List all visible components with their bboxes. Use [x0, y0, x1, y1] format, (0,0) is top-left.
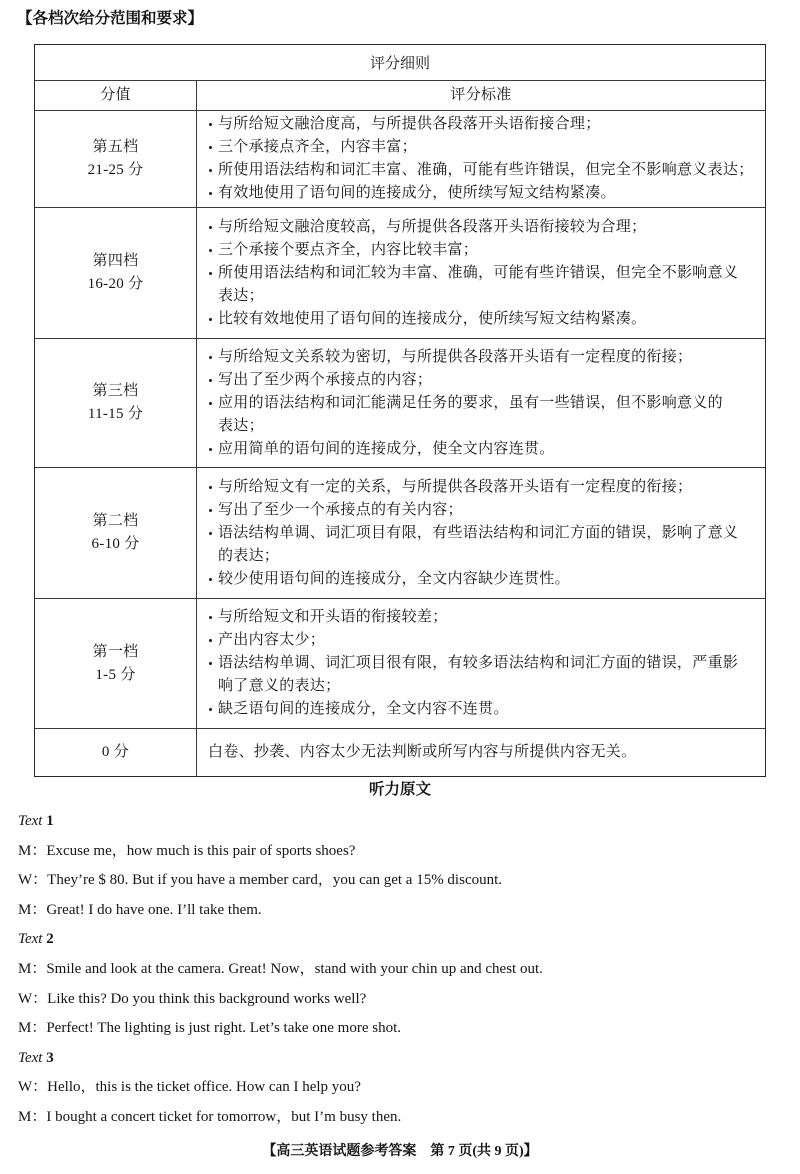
score-band-row [35, 728, 765, 776]
bullet-dot [208, 629, 218, 652]
bullet-dot [208, 476, 218, 499]
criterion-text: 与所给短文和开头语的衔接较差； [218, 609, 448, 625]
dialogue-line: M：Great! I do have one. I’ll take them. [18, 901, 262, 918]
score-band-cell [35, 111, 197, 207]
criteria-cell [197, 729, 765, 776]
listening-heading: 听力原文 [368, 781, 431, 798]
criterion-item [208, 606, 765, 629]
text-label-word: Text [18, 931, 43, 948]
criterion-item [208, 698, 765, 721]
criterion-item [208, 392, 765, 438]
criterion-item [208, 239, 765, 262]
criterion-item [208, 182, 765, 205]
criterion-item [208, 159, 765, 182]
criterion-text: 语法结构单调、词汇项目很有限，有较多语法结构和词汇方面的错误，严重影 响了意义的表达； [218, 655, 739, 694]
criterion-item [208, 438, 765, 461]
text-label-number: 3 [46, 1049, 54, 1066]
criterion-text: 与所给短文有一定的关系，与所提供各段落开头语有一定程度的衔接； [218, 478, 693, 495]
text-label-word: Text [18, 1049, 43, 1066]
bullet-dot [208, 369, 218, 392]
band-points: 1-5 分 [95, 666, 136, 683]
criterion-text: 缺乏语句间的连接成分，全文内容不连贯。 [218, 701, 509, 717]
band-name: 第三档 [92, 383, 139, 399]
text-label [18, 1044, 778, 1074]
criteria-cell [197, 208, 765, 338]
score-band-cell [35, 599, 197, 728]
criterion-item [208, 522, 765, 568]
band-points: 16-20 分 [87, 276, 144, 292]
score-band-cell [35, 339, 197, 467]
page-footer: 【高三英语试题参考答案 第 7 页(共 9 页)】 [262, 1144, 538, 1159]
table-title-row [35, 45, 765, 80]
table-header-row [35, 80, 765, 110]
criterion-text: 产出内容太少； [218, 632, 326, 648]
criterion-text: 语法结构单调、词汇项目有限，有些语法结构和词汇方面的错误，影响了意义 的表达； [218, 524, 739, 564]
score-band-row [35, 467, 765, 598]
bullet-dot [208, 216, 218, 239]
criterion-item [208, 308, 765, 331]
bullet-dot [208, 136, 218, 159]
band-points: 11-15 分 [87, 406, 144, 422]
criterion-text: 较少使用语句间的连接成分，全文内容缺少连贯性。 [218, 570, 570, 587]
bullet-dot [208, 652, 218, 675]
bullet-dot [208, 568, 218, 591]
criterion-text: 所使用语法结构和词汇较为丰富、准确，可能有些许错误，但完全不影响意义 表达； [218, 264, 739, 304]
criterion-text: 与所给短文关系较为密切，与所提供各段落开头语有一定程度的衔接； [218, 348, 693, 365]
dialogue-line: M：Perfect! The lighting is just right. Let’s take one more shot. [18, 1020, 401, 1037]
bullet-dot [208, 606, 218, 629]
criteria-cell [197, 599, 765, 728]
band-name: 第一档 [92, 643, 139, 660]
text-label [18, 807, 778, 837]
criterion-item [208, 346, 765, 369]
criterion-text: 有效地使用了语句间的连接成分，使所续写短文结构紧凑。 [218, 185, 616, 201]
band-name: 第四档 [92, 253, 139, 269]
dialogue-line: W：They’re $ 80. But if you have a member card，you can get a 15% discount. [18, 872, 503, 889]
band-points: 6-10 分 [91, 536, 140, 552]
bullet-dot [208, 308, 218, 331]
score-band-row [35, 338, 765, 467]
bullet-dot [208, 262, 218, 285]
bullet-dot [208, 113, 218, 136]
criterion-text: 三个承接点齐全，内容丰富； [218, 139, 417, 155]
text-label-word: Text [18, 813, 43, 829]
column-header-criteria: 评分标准 [450, 87, 512, 103]
criterion-item [208, 476, 765, 499]
score-band-cell [35, 468, 197, 598]
criteria-cell [197, 468, 765, 598]
text-label [18, 925, 778, 955]
text-label-number: 2 [46, 931, 54, 948]
band-name: 第五档 [92, 139, 139, 155]
criterion-item [208, 136, 765, 159]
criterion-text: 与所给短文融洽度高，与所提供各段落开头语衔接合理； [218, 116, 601, 132]
bullet-dot [208, 392, 218, 415]
criterion-text: 白卷、抄袭、内容太少无法判断或所写内容与所提供内容无关。 [208, 744, 637, 760]
criterion-text: 三个承接个要点齐全，内容比较丰富； [218, 241, 479, 258]
criterion-item [208, 652, 765, 698]
score-band-row [35, 207, 765, 338]
criterion-item [208, 499, 765, 522]
score-band-row [35, 598, 765, 728]
dialogue-line: M：I bought a concert ticket for tomorrow，but I’m busy then. [18, 1108, 402, 1125]
band-points: 21-25 分 [87, 162, 144, 178]
band-points: 0 分 [101, 744, 130, 760]
scoring-table [34, 44, 766, 777]
bullet-dot [208, 346, 218, 369]
listening-transcript [18, 807, 778, 1133]
bullet-dot [208, 182, 218, 205]
criterion-item [208, 113, 765, 136]
criterion-item [208, 629, 765, 652]
dialogue-line: M：Excuse me，how much is this pair of sports shoes? [18, 842, 356, 859]
criterion-item [208, 369, 765, 392]
criterion-text: 比较有效地使用了语句间的连接成分，使所续写短文结构紧凑。 [218, 310, 647, 327]
criterion-item [208, 568, 765, 591]
dialogue-line: W：Like this? Do you think this background works well? [18, 990, 367, 1007]
criterion-item [208, 262, 765, 308]
bullet-dot [208, 438, 218, 461]
bullet-dot [208, 239, 218, 262]
text-label-number: 1 [46, 813, 54, 829]
dialogue-line: M：Smile and look at the camera. Great! Now，stand with your chin up and chest out. [18, 960, 543, 977]
criterion-text: 写出了至少一个承接点的有关内容； [218, 501, 463, 518]
bullet-dot [208, 522, 218, 545]
dialogue-line: W：Hello，this is the ticket office. How can I help you? [18, 1079, 361, 1096]
criterion-text: 与所给短文融洽度较高，与所提供各段落开头语衔接较为合理； [218, 218, 647, 235]
criterion-text: 所使用语法结构和词汇丰富、准确，可能有些许错误，但完全不影响意义表达； [218, 162, 754, 178]
criterion-item [208, 216, 765, 239]
criterion-text: 应用的语法结构和词汇能满足任务的要求，虽有一些错误，但不影响意义的 表达； [218, 394, 723, 434]
score-band-cell [35, 729, 197, 776]
column-header-score: 分值 [35, 81, 197, 110]
criterion-text: 应用简单的语句间的连接成分，使全文内容连贯。 [218, 440, 555, 457]
bullet-dot [208, 499, 218, 522]
table-title: 评分细则 [369, 56, 430, 72]
score-band-row [35, 110, 765, 207]
bullet-dot [208, 159, 218, 182]
criterion-text: 写出了至少两个承接点的内容； [218, 371, 433, 388]
criteria-cell [197, 339, 765, 467]
score-band-cell [35, 208, 197, 338]
section-heading: 【各档次给分范围和要求】 [17, 10, 204, 27]
bullet-dot [208, 698, 218, 721]
band-name: 第二档 [92, 513, 139, 529]
criteria-cell [197, 111, 765, 207]
